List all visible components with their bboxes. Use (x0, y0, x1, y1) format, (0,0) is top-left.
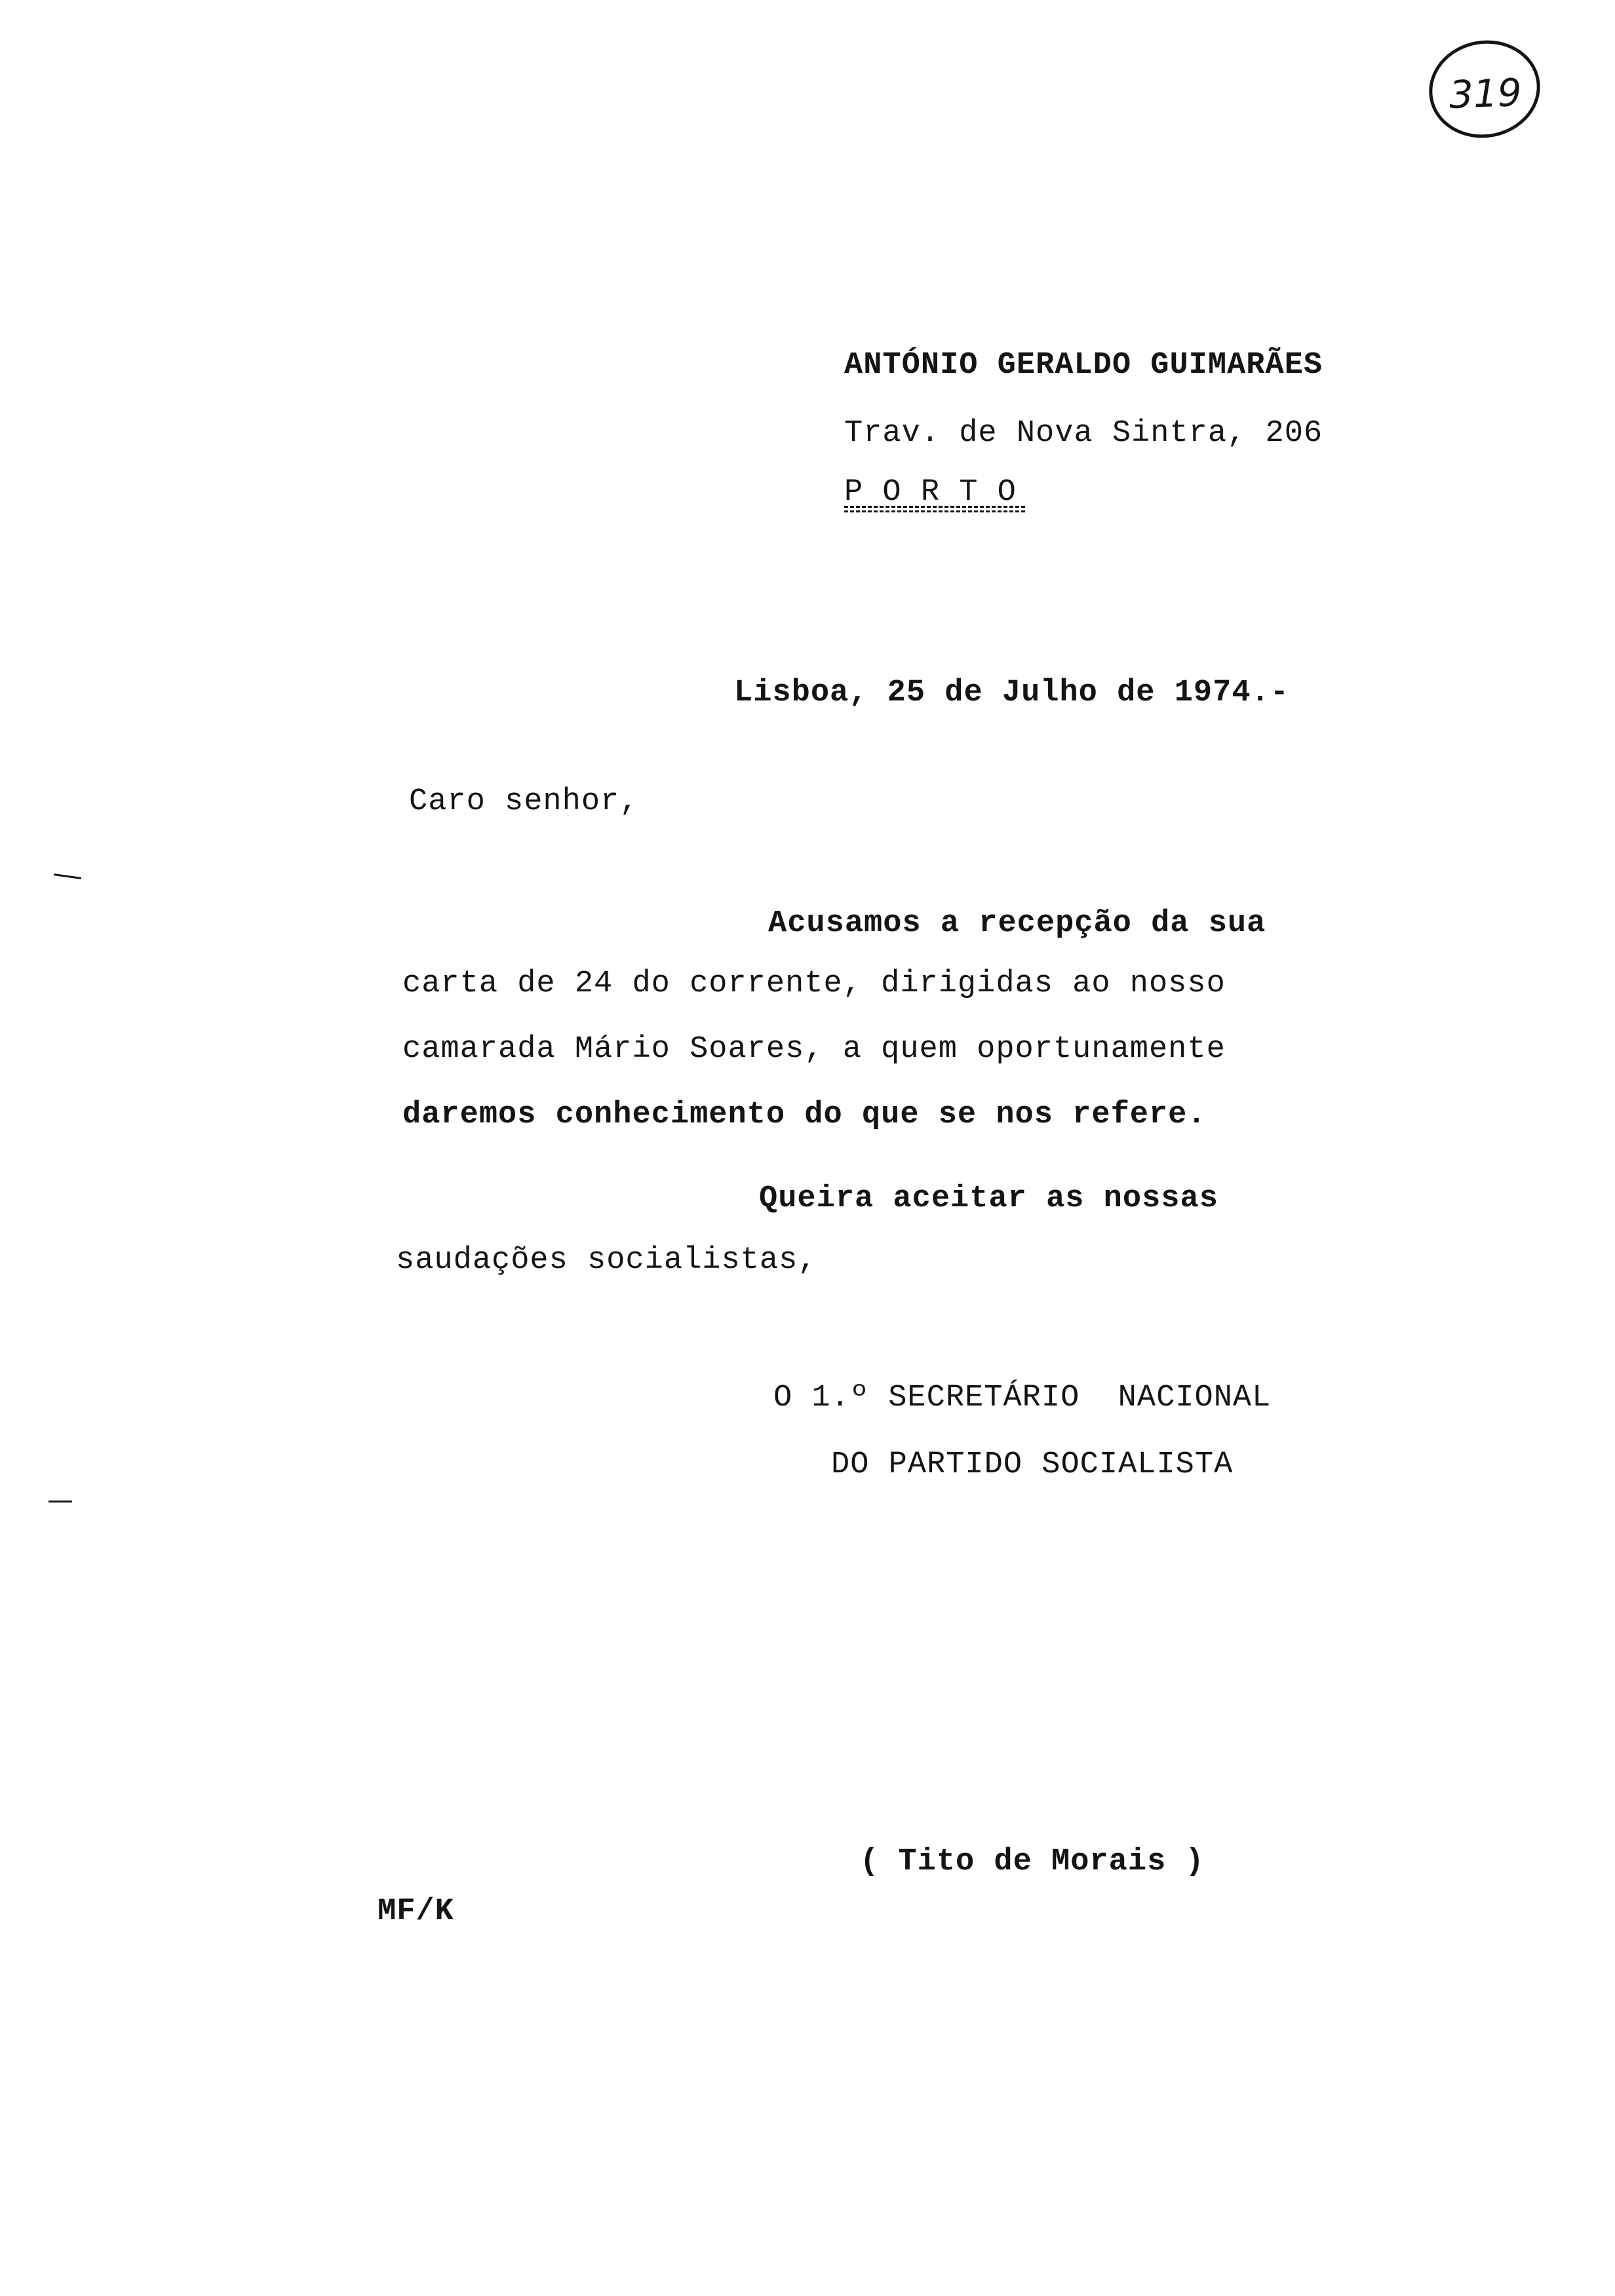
city-underline (844, 506, 1025, 512)
recipient-street: Trav. de Nova Sintra, 206 (844, 416, 1323, 451)
body-line-4: daremos conhecimento do que se nos refere. (402, 1098, 1207, 1132)
recipient-city: P O R T O (844, 475, 1017, 510)
recipient-name: ANTÓNIO GERALDO GUIMARÃES (844, 348, 1323, 383)
salutation: Caro senhor, (409, 784, 639, 819)
signatory-title-2: DO PARTIDO SOCIALISTA (831, 1447, 1234, 1482)
body-line-1: Acusamos a recepção da sua (768, 906, 1266, 941)
date-line: Lisboa, 25 de Julho de 1974.- (734, 676, 1289, 710)
closing-line-1: Queira aceitar as nossas (759, 1181, 1218, 1216)
body-line-2: carta de 24 do corrente, dirigidas ao nosso (402, 966, 1226, 1001)
archive-number: 319 (1448, 69, 1523, 117)
body-line-3: camarada Mário Soares, a quem oportunamente (402, 1032, 1226, 1067)
scan-mark (49, 1501, 72, 1502)
signatory-name: ( Tito de Morais ) (860, 1845, 1205, 1879)
closing-line-2: saudações socialistas, (396, 1243, 817, 1278)
archive-number-stamp (1421, 31, 1547, 146)
scan-mark (54, 873, 81, 879)
signatory-title-1: O 1.º SECRETÁRIO NACIONAL (773, 1381, 1272, 1415)
reference-initials: MF/K (378, 1894, 454, 1929)
